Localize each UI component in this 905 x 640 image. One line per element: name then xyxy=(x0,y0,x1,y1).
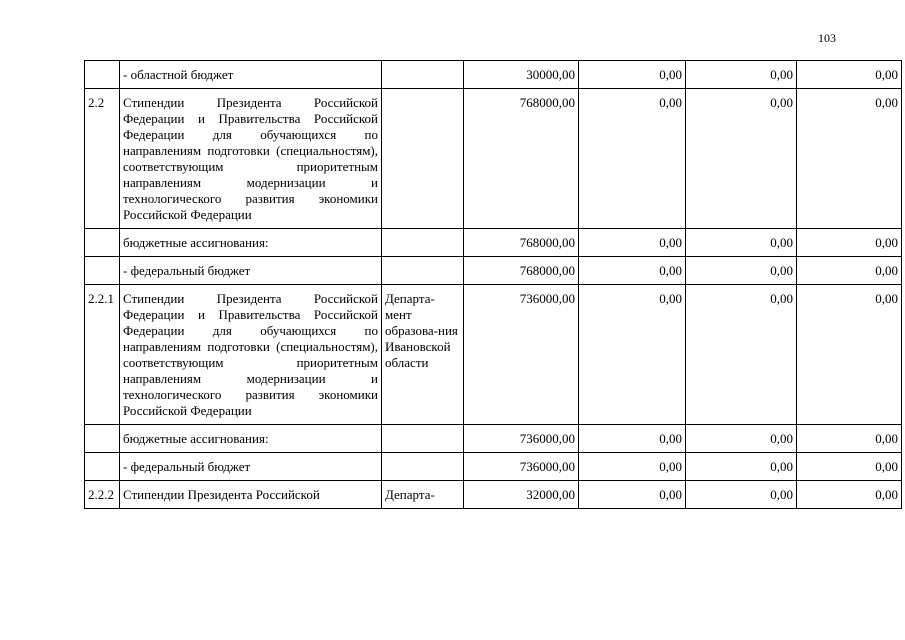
row-amount-4: 0,00 xyxy=(797,61,902,89)
row-amount-1: 768000,00 xyxy=(464,89,579,229)
row-name: - федеральный бюджет xyxy=(120,257,382,285)
row-code: 2.2.2 xyxy=(85,481,120,509)
row-amount-2: 0,00 xyxy=(579,453,686,481)
table-row xyxy=(85,61,902,89)
row-executor: Департа- xyxy=(382,481,464,509)
row-name: бюджетные ассигнования: xyxy=(120,425,382,453)
row-amount-3: 0,00 xyxy=(686,89,797,229)
row-executor xyxy=(382,453,464,481)
row-name: Стипендии Президента Российской Федерации и Правительства Российской Федерации для обучающихся по направлениям подготовки (специальностям), соответствующим приоритетным направлениям модернизации и технологического развития экономики Российской Федерации xyxy=(120,285,382,425)
row-name: бюджетные ассигнования: xyxy=(120,229,382,257)
row-amount-1: 736000,00 xyxy=(464,425,579,453)
table-row xyxy=(85,285,902,425)
row-code xyxy=(85,229,120,257)
row-amount-4: 0,00 xyxy=(797,257,902,285)
row-amount-2: 0,00 xyxy=(579,257,686,285)
row-amount-3: 0,00 xyxy=(686,61,797,89)
row-amount-2: 0,00 xyxy=(579,481,686,509)
row-name: - федеральный бюджет xyxy=(120,453,382,481)
row-amount-3: 0,00 xyxy=(686,453,797,481)
row-amount-1: 768000,00 xyxy=(464,229,579,257)
row-amount-2: 0,00 xyxy=(579,229,686,257)
row-executor xyxy=(382,89,464,229)
row-amount-2: 0,00 xyxy=(579,89,686,229)
row-amount-3: 0,00 xyxy=(686,229,797,257)
row-amount-2: 0,00 xyxy=(579,285,686,425)
row-amount-1: 30000,00 xyxy=(464,61,579,89)
page-number: 103 xyxy=(818,31,836,45)
row-amount-4: 0,00 xyxy=(797,425,902,453)
row-amount-1: 736000,00 xyxy=(464,453,579,481)
table-row xyxy=(85,89,902,229)
row-amount-3: 0,00 xyxy=(686,285,797,425)
row-amount-2: 0,00 xyxy=(579,425,686,453)
row-code xyxy=(85,453,120,481)
row-executor xyxy=(382,425,464,453)
table-row xyxy=(85,229,902,257)
row-executor xyxy=(382,61,464,89)
row-amount-2: 0,00 xyxy=(579,61,686,89)
table-row xyxy=(85,425,902,453)
row-amount-4: 0,00 xyxy=(797,229,902,257)
row-code: 2.2.1 xyxy=(85,285,120,425)
row-amount-4: 0,00 xyxy=(797,89,902,229)
row-code xyxy=(85,257,120,285)
row-amount-3: 0,00 xyxy=(686,257,797,285)
table-row xyxy=(85,453,902,481)
row-executor xyxy=(382,257,464,285)
row-amount-1: 736000,00 xyxy=(464,285,579,425)
row-amount-4: 0,00 xyxy=(797,481,902,509)
row-code xyxy=(85,61,120,89)
row-executor xyxy=(382,229,464,257)
row-code: 2.2 xyxy=(85,89,120,229)
row-amount-4: 0,00 xyxy=(797,285,902,425)
row-amount-1: 768000,00 xyxy=(464,257,579,285)
budget-table xyxy=(84,60,902,509)
budget-table-body xyxy=(85,61,902,509)
row-name: Стипендии Президента Российской xyxy=(120,481,382,509)
row-executor: Департа-мент образова-ния Ивановской области xyxy=(382,285,464,425)
row-amount-3: 0,00 xyxy=(686,425,797,453)
row-amount-4: 0,00 xyxy=(797,453,902,481)
row-name: Стипендии Президента Российской Федерации и Правительства Российской Федерации для обучающихся по направлениям подготовки (специальностям), соответствующим приоритетным направлениям модернизации и технологического развития экономики Российской Федерации xyxy=(120,89,382,229)
table-row xyxy=(85,481,902,509)
row-code xyxy=(85,425,120,453)
table-row xyxy=(85,257,902,285)
row-name: - областной бюджет xyxy=(120,61,382,89)
row-amount-3: 0,00 xyxy=(686,481,797,509)
row-amount-1: 32000,00 xyxy=(464,481,579,509)
